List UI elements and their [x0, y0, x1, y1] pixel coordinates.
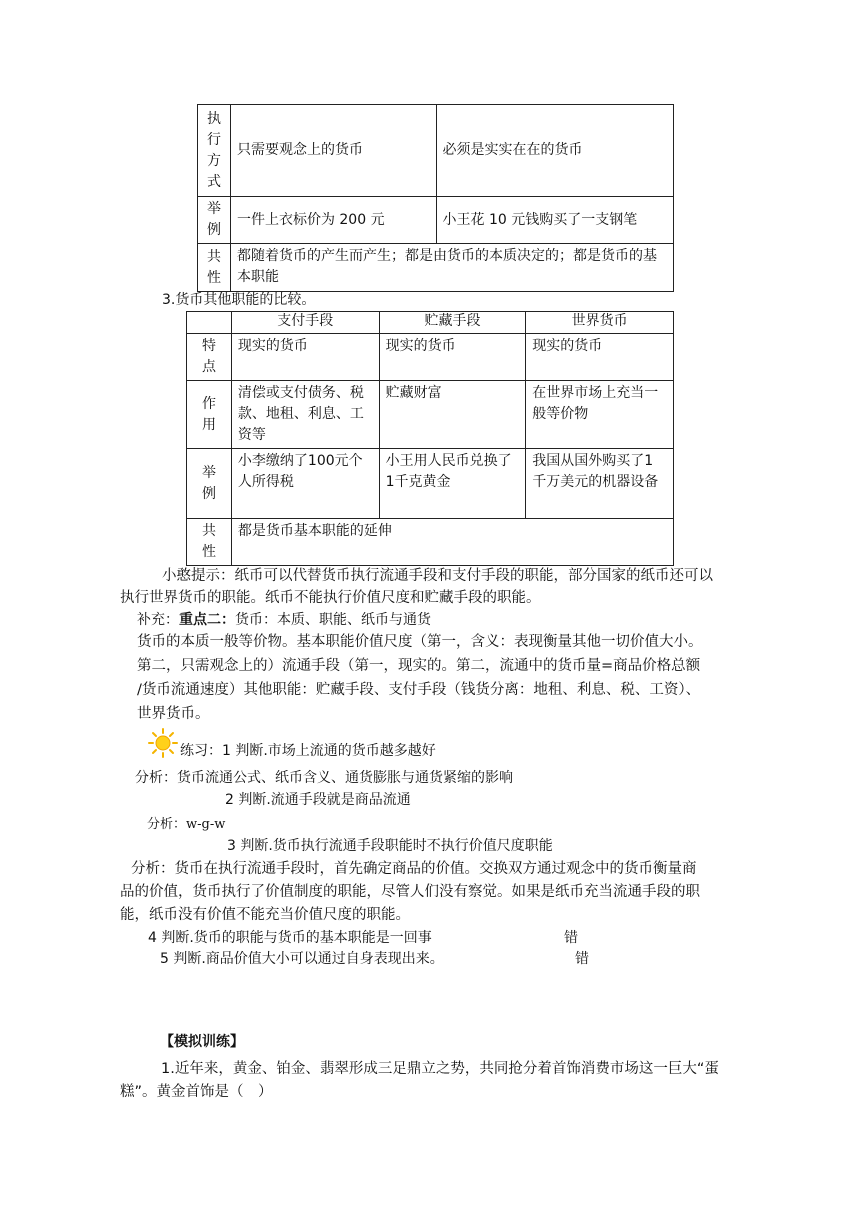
table-row	[198, 244, 674, 292]
table-row	[187, 449, 674, 519]
row-label-common	[198, 244, 231, 292]
row-label-role	[187, 381, 232, 449]
supplement-heading	[137, 610, 431, 630]
row-label-text: 执 行 方 式	[206, 110, 221, 190]
header-cell: 世界货币	[526, 312, 674, 334]
table-cell: 小王花 10 元钱购买了一支钢笔	[436, 197, 673, 244]
row-label-text: 举 例	[201, 464, 216, 502]
exercise-analysis-line: 能，纸币没有价值不能充当价值尺度的职能。	[120, 907, 410, 923]
row-label-example	[198, 197, 231, 244]
row-label-text: 共 性	[201, 523, 216, 560]
table-cell: 一件上衣标价为 200 元	[230, 197, 436, 244]
exercise-question: 5 判断.商品价值大小可以通过自身表现出来。	[160, 951, 444, 967]
table-cell: 现实的货币	[379, 334, 526, 381]
table-cell-merged: 都随着货币的产生而产生；都是由货币的本质决定的；都是货币的基本职能	[230, 244, 673, 292]
table-cell: 现实的货币	[231, 334, 379, 381]
table-cell: 在世界市场上充当一般等价物	[526, 381, 674, 449]
row-label-text: 举 例	[206, 201, 221, 238]
row-label-example	[187, 449, 232, 519]
other-functions-table	[186, 311, 674, 566]
exercise-analysis: 分析：w-g-w	[147, 817, 226, 832]
header-cell: 支付手段	[231, 312, 379, 334]
row-label-text: 共 性	[206, 248, 221, 286]
tip-line: 小憨提示：纸币可以代替货币执行流通手段和支付手段的职能，部分国家的纸币还可以	[162, 568, 713, 584]
question-line: 糕”。黄金首饰是（ ）	[120, 1084, 273, 1100]
row-label-feature	[187, 334, 232, 381]
table-cell: 只需要观念上的货币	[230, 105, 436, 197]
table-cell: 必须是实实在在的货币	[436, 105, 673, 197]
sun-icon	[146, 728, 180, 758]
table-row	[187, 519, 674, 566]
body-line: 货币的本质一般等价物。基本职能价值尺度（第一，含义：表现衡量其他一切价值大小。	[137, 634, 703, 650]
table-cell: 清偿或支付债务、税款、地租、利息、工资等	[231, 381, 379, 449]
table-cell: 我国从国外购买了1 千万美元的机器设备	[526, 449, 674, 519]
table-cell: 小李缴纳了100元个人所得税	[231, 449, 379, 519]
functions-comparison-table	[197, 104, 674, 292]
table-cell: 现实的货币	[526, 334, 674, 381]
table-cell: 小王用人民币兑换了1千克黄金	[379, 449, 526, 519]
exercise-question: 3 判断.货币执行流通手段职能时不执行价值尺度职能	[227, 838, 553, 854]
row-label-text: 特 点	[201, 338, 216, 375]
body-line: 第二，只需观念上的）流通手段（第一，现实的。第二，流通中的货币量=商品价格总额	[137, 658, 701, 674]
table-cell-merged: 都是货币基本职能的延伸	[231, 519, 673, 566]
question-line: 1.近年来，黄金、铂金、翡翠形成三足鼎立之势，共同抢分着首饰消费市场这一巨大“蛋	[161, 1061, 719, 1077]
supplement-bold: 重点二：	[179, 612, 235, 628]
section-title: 【模拟训练】	[160, 1034, 244, 1050]
table-row	[187, 381, 674, 449]
exercise-answer: 错	[564, 930, 578, 946]
table-row	[198, 197, 674, 244]
row-label-text: 作 用	[201, 395, 216, 433]
exercise-answer: 错	[575, 951, 589, 967]
table-row	[198, 105, 674, 197]
table-row	[187, 334, 674, 381]
header-cell-empty	[187, 312, 232, 334]
row-label-execution	[198, 105, 231, 197]
body-line: /货币流通速度）其他职能：贮藏手段、支付手段（钱货分离：地租、利息、税、工资）、	[137, 682, 701, 698]
row-label-common	[187, 519, 232, 566]
exercise-analysis-line: 品的价值，货币执行了价值制度的职能，尽管人们没有察觉。如果是纸币充当流通手段的职	[120, 884, 700, 900]
supplement-rest: 货币：本质、职能、纸币与通货	[235, 612, 431, 628]
exercise-analysis-line: 分析：货币在执行流通手段时，首先确定商品的价值。交换双方通过观念中的货币衡量商	[131, 861, 697, 877]
exercise-analysis: 分析：货币流通公式、纸币含义、通货膨胀与通货紧缩的影响	[135, 770, 513, 786]
header-cell: 贮藏手段	[379, 312, 526, 334]
supplement-prefix: 补充：	[137, 612, 179, 628]
section-title: 3.货币其他职能的比较。	[162, 292, 316, 308]
body-line: 世界货币。	[137, 706, 210, 722]
tip-line: 执行世界货币的职能。纸币不能执行价值尺度和贮藏手段的职能。	[120, 590, 541, 606]
exercise-question: 练习：1 判断.市场上流通的货币越多越好	[180, 743, 436, 759]
exercise-question: 4 判断.货币的职能与货币的基本职能是一回事	[148, 930, 432, 946]
table-cell: 贮藏财富	[379, 381, 526, 449]
table-header-row	[187, 312, 674, 334]
exercise-question: 2 判断.流通手段就是商品流通	[225, 792, 411, 808]
